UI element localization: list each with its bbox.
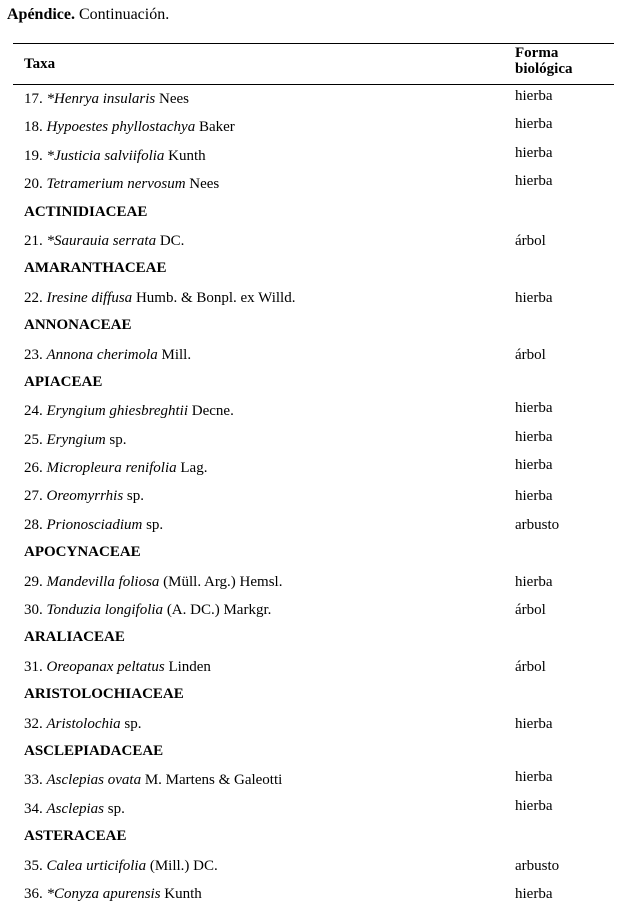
taxon-name	[24, 91, 189, 108]
endemic-marker: *	[46, 885, 54, 902]
taxon-scientific-name	[47, 347, 158, 363]
forma-biologica: hierba	[515, 715, 553, 732]
taxon-authority: (A. DC.) Markgr.	[163, 602, 272, 619]
genus-species: Asclepias	[46, 800, 104, 817]
taxon-scientific-name	[47, 659, 165, 675]
taxon-row	[0, 596, 628, 624]
taxon-row	[0, 795, 628, 823]
column-header-taxa: Taxa	[24, 56, 56, 72]
taxon-authority: Humb. & Bonpl. ex Willd.	[132, 289, 296, 306]
taxon-number: 32.	[24, 715, 43, 732]
taxon-authority: Nees	[185, 176, 220, 193]
taxon-authority: sp.	[142, 516, 164, 533]
forma-biologica: hierba	[515, 289, 553, 306]
forma-biologica: árbol	[515, 658, 546, 675]
taxon-authority: (Mill.) DC.	[146, 857, 218, 874]
taxon-row	[0, 142, 628, 170]
family-name: ASTERACEAE	[24, 828, 127, 845]
top-rule	[13, 43, 614, 44]
forma-biologica: hierba	[515, 457, 553, 474]
taxon-number: 19.	[24, 147, 43, 164]
family-name: ARALIACEAE	[24, 629, 125, 646]
taxon-number: 31.	[24, 658, 43, 675]
taxon-row	[0, 852, 628, 880]
genus-species: Calea urticifolia	[46, 857, 147, 874]
taxon-scientific-name	[47, 488, 124, 504]
caption-text: Continuación.	[75, 6, 170, 23]
taxon-scientific-name	[47, 403, 189, 419]
genus-species: Saurauia serrata	[54, 232, 157, 249]
family-name: APIACEAE	[24, 373, 103, 390]
taxon-scientific-name	[47, 602, 164, 618]
taxon-row	[0, 880, 628, 908]
genus-species: Mandevilla foliosa	[46, 573, 160, 590]
family-name: APOCYNACEAE	[24, 544, 141, 561]
taxon-row	[0, 653, 628, 681]
genus-species: Tonduzia longifolia	[46, 602, 164, 619]
taxon-name	[24, 602, 271, 619]
genus-species: Oreopanax peltatus	[46, 658, 165, 675]
taxon-number: 34.	[24, 800, 43, 817]
family-name: ASCLEPIADACEAE	[24, 742, 164, 759]
taxon-row	[0, 113, 628, 141]
genus-species: Oreomyrrhis	[46, 488, 124, 505]
taxon-scientific-name	[47, 119, 196, 135]
taxon-authority: Nees	[155, 91, 189, 107]
taxon-name	[24, 119, 235, 136]
taxon-authority: sp.	[120, 715, 142, 732]
taxon-scientific-name	[47, 517, 143, 533]
family-row	[0, 199, 628, 227]
taxon-number: 23.	[24, 346, 43, 363]
genus-species: Justicia salviifolia	[54, 147, 165, 164]
taxon-row	[0, 284, 628, 312]
forma-biologica: hierba	[515, 797, 553, 814]
genus-species: Iresine diffusa	[46, 289, 133, 306]
family-row	[0, 681, 628, 709]
taxon-name	[24, 886, 202, 903]
taxon-name	[24, 432, 127, 449]
taxon-scientific-name	[47, 176, 186, 192]
taxon-name	[24, 801, 125, 818]
taxon-authority: sp.	[123, 488, 145, 505]
family-name: ANNONACEAE	[24, 317, 132, 334]
forma-biologica: hierba	[515, 428, 553, 445]
taxon-scientific-name	[47, 772, 142, 788]
taxon-number: 36.	[24, 885, 43, 902]
forma-biologica: árbol	[515, 346, 546, 363]
caption-label: Apéndice.	[7, 6, 75, 23]
taxon-scientific-name	[47, 233, 157, 249]
genus-species: Henrya insularis	[54, 91, 156, 107]
taxon-number: 26.	[24, 460, 43, 477]
taxon-authority: Lag.	[176, 460, 208, 477]
taxon-row	[0, 482, 628, 510]
taxon-row	[0, 397, 628, 425]
forma-biologica: hierba	[515, 144, 553, 161]
forma-biologica: arbusto	[515, 857, 560, 874]
taxon-row	[0, 170, 628, 198]
taxon-number: 30.	[24, 602, 43, 619]
taxon-scientific-name	[47, 460, 177, 476]
endemic-marker: *	[46, 232, 54, 249]
family-name: AMARANTHACEAE	[24, 260, 167, 277]
family-name: ACTINIDIACEAE	[24, 203, 148, 220]
forma-biologica: árbol	[515, 232, 546, 249]
taxon-name	[24, 290, 295, 307]
taxon-name	[24, 659, 211, 676]
taxon-scientific-name	[47, 148, 165, 164]
taxon-name	[24, 347, 191, 364]
taxon-number: 29.	[24, 573, 43, 590]
taxon-name	[24, 574, 282, 591]
taxon-authority: DC.	[156, 232, 185, 249]
taxon-row	[0, 426, 628, 454]
family-name: ARISTOLOCHIACEAE	[24, 686, 184, 703]
forma-biologica: hierba	[515, 885, 553, 902]
taxon-row	[0, 568, 628, 596]
family-row	[0, 539, 628, 567]
taxon-authority: Mill.	[157, 346, 192, 363]
endemic-marker: *	[46, 91, 54, 107]
taxon-scientific-name	[47, 886, 161, 902]
taxon-name	[24, 716, 142, 733]
forma-biologica: hierba	[515, 769, 553, 786]
taxon-name	[24, 233, 184, 250]
family-row	[0, 312, 628, 340]
family-row	[0, 255, 628, 283]
column-header-forma-biologica	[515, 45, 573, 77]
taxon-authority: sp.	[105, 431, 127, 448]
taxon-row	[0, 85, 628, 113]
taxon-row	[0, 341, 628, 369]
taxon-authority: Kunth	[164, 147, 206, 164]
genus-species: Micropleura renifolia	[46, 460, 177, 477]
taxon-authority: Linden	[164, 658, 211, 675]
taxon-name	[24, 858, 218, 875]
taxa-table-body	[0, 85, 628, 908]
taxon-scientific-name	[47, 290, 133, 306]
taxon-authority: Decne.	[188, 403, 234, 420]
genus-species: Eryngium	[46, 431, 106, 448]
taxon-scientific-name	[47, 432, 106, 448]
taxon-row	[0, 766, 628, 794]
genus-species: Aristolochia	[46, 715, 121, 732]
taxon-number: 28.	[24, 516, 43, 533]
family-row	[0, 369, 628, 397]
taxon-number: 17.	[24, 91, 43, 107]
forma-header-line1: Forma	[515, 45, 559, 61]
taxon-number: 18.	[24, 119, 43, 136]
taxon-number: 35.	[24, 857, 43, 874]
taxon-scientific-name	[47, 858, 147, 874]
taxon-name	[24, 403, 234, 420]
taxon-authority: M. Martens & Galeotti	[141, 772, 283, 789]
taxon-scientific-name	[47, 574, 160, 590]
taxon-scientific-name	[47, 91, 156, 107]
forma-biologica: hierba	[515, 573, 553, 590]
taxon-number: 27.	[24, 488, 43, 505]
taxon-number: 33.	[24, 772, 43, 789]
forma-header-line2: biológica	[515, 61, 573, 77]
taxon-name	[24, 176, 219, 193]
family-row	[0, 624, 628, 652]
forma-biologica: hierba	[515, 400, 553, 417]
forma-biologica: hierba	[515, 88, 553, 104]
taxon-number: 22.	[24, 289, 43, 306]
taxon-row	[0, 511, 628, 539]
taxon-name	[24, 148, 206, 165]
taxon-row	[0, 227, 628, 255]
taxon-scientific-name	[47, 716, 121, 732]
taxon-authority: Kunth	[160, 885, 202, 902]
endemic-marker: *	[46, 147, 54, 164]
table-caption	[7, 6, 169, 24]
genus-species: Asclepias ovata	[46, 772, 142, 789]
taxon-scientific-name	[47, 801, 105, 817]
taxon-authority: (Müll. Arg.) Hemsl.	[159, 573, 283, 590]
taxon-number: 24.	[24, 403, 43, 420]
genus-species: Hypoestes phyllostachya	[46, 119, 196, 136]
taxon-number: 21.	[24, 232, 43, 249]
taxon-authority: sp.	[104, 800, 125, 817]
taxon-authority: Baker	[195, 119, 235, 136]
taxon-name	[24, 460, 207, 477]
genus-species: Eryngium ghiesbreghtii	[46, 403, 189, 420]
genus-species: Annona cherimola	[46, 346, 158, 363]
taxon-name	[24, 517, 163, 534]
taxon-number: 25.	[24, 431, 43, 448]
genus-species: Prionosciadium	[46, 516, 143, 533]
family-row	[0, 738, 628, 766]
genus-species: Conyza apurensis	[54, 885, 161, 902]
genus-species: Tetramerium nervosum	[46, 176, 186, 193]
taxon-row	[0, 710, 628, 738]
forma-biologica: hierba	[515, 116, 553, 133]
taxon-number: 20.	[24, 176, 43, 193]
forma-biologica: hierba	[515, 488, 553, 505]
taxon-name	[24, 772, 282, 789]
taxon-row	[0, 454, 628, 482]
taxon-name	[24, 488, 144, 505]
family-row	[0, 823, 628, 851]
forma-biologica: hierba	[515, 173, 553, 190]
forma-biologica: árbol	[515, 602, 546, 619]
forma-biologica: arbusto	[515, 516, 560, 533]
